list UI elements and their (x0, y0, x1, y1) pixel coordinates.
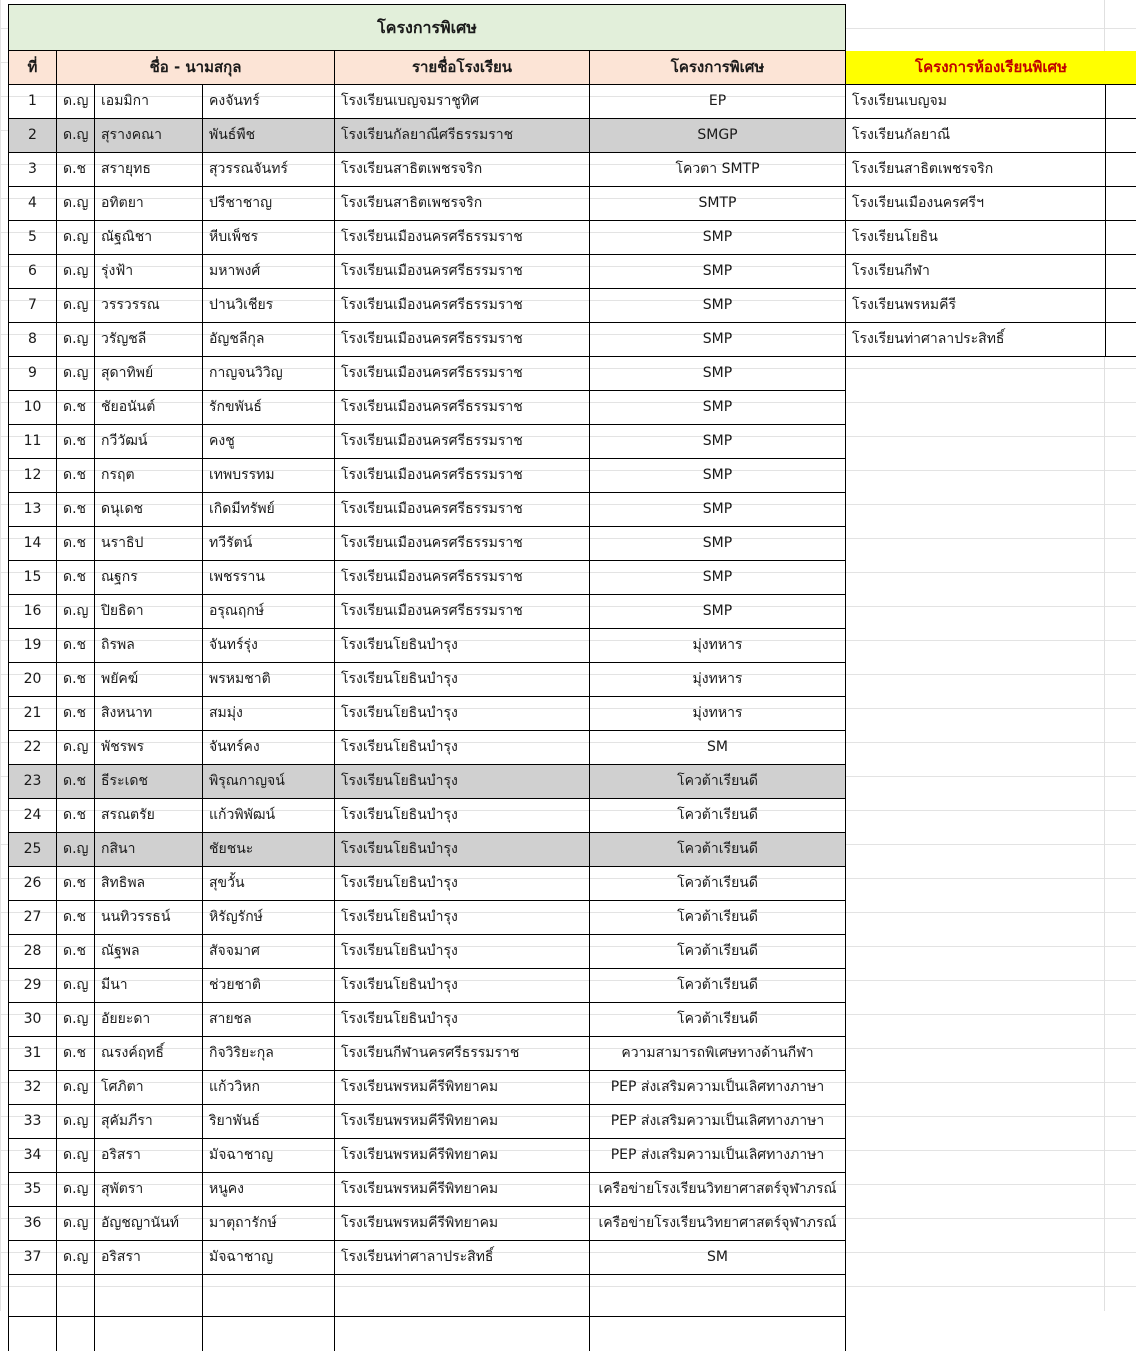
cell-school[interactable]: โรงเรียนเมืองนครศรีธรรมราช (335, 561, 590, 595)
cell-prefix[interactable]: ด.ญ (57, 323, 95, 357)
cell-prefix[interactable]: ด.ช (57, 391, 95, 425)
cell-prefix[interactable]: ด.ช (57, 493, 95, 527)
cell-last[interactable]: ทวีรัตน์ (203, 527, 335, 561)
cell-first[interactable]: กรฤต (95, 459, 203, 493)
cell-no[interactable]: 4 (8, 187, 57, 221)
cell-school[interactable]: โรงเรียนโยธินบำรุง (335, 901, 590, 935)
cell-first[interactable]: ณฐกร (95, 561, 203, 595)
cell-project[interactable]: SMP (590, 527, 846, 561)
special-class-school[interactable]: โรงเรียนโยธิน (846, 221, 1106, 255)
header-name[interactable]: ชื่อ - นามสกุล (57, 51, 335, 85)
cell-no[interactable]: 8 (8, 323, 57, 357)
cell-last[interactable]: รักขพันธ์ (203, 391, 335, 425)
cell-first[interactable]: วรรวรรณ (95, 289, 203, 323)
cell-prefix[interactable]: ด.ช (57, 697, 95, 731)
cell-school[interactable]: โรงเรียนเมืองนครศรีธรรมราช (335, 425, 590, 459)
cell-no[interactable]: 27 (8, 901, 57, 935)
cell-last[interactable]: พิรุณกาญจน์ (203, 765, 335, 799)
special-class-extra[interactable] (1106, 153, 1136, 187)
cell-school[interactable]: โรงเรียนกีฬานครศรีธรรมราช (335, 1037, 590, 1071)
cell-first[interactable]: ปิยธิดา (95, 595, 203, 629)
cell-last[interactable]: ริยาพันธ์ (203, 1105, 335, 1139)
cell-last[interactable]: คงชู (203, 425, 335, 459)
cell-no[interactable]: 30 (8, 1003, 57, 1037)
cell-first[interactable]: นนทิวรรธน์ (95, 901, 203, 935)
cell-last[interactable]: มัจฉาชาญ (203, 1139, 335, 1173)
cell-school[interactable]: โรงเรียนพรหมคีรีพิทยาคม (335, 1207, 590, 1241)
cell-school[interactable]: โรงเรียนโยธินบำรุง (335, 629, 590, 663)
cell-first[interactable]: อัญชญานันท์ (95, 1207, 203, 1241)
cell-prefix[interactable]: ด.ญ (57, 289, 95, 323)
cell-project[interactable]: PEP ส่งเสริมความเป็นเลิศทางภาษา (590, 1071, 846, 1105)
cell-prefix[interactable]: ด.ช (57, 663, 95, 697)
cell-project[interactable]: SMP (590, 323, 846, 357)
cell-project[interactable]: โควตา SMTP (590, 153, 846, 187)
cell-last[interactable]: กิจวิริยะกุล (203, 1037, 335, 1071)
cell-school[interactable]: โรงเรียนเมืองนครศรีธรรมราช (335, 255, 590, 289)
cell-first[interactable]: สุดาทิพย์ (95, 357, 203, 391)
cell-school[interactable]: โรงเรียนพรหมคีรีพิทยาคม (335, 1173, 590, 1207)
cell-no[interactable]: 25 (8, 833, 57, 867)
cell-prefix[interactable]: ด.ช (57, 459, 95, 493)
cell-first[interactable]: โศภิตา (95, 1071, 203, 1105)
cell-first[interactable]: ถิรพล (95, 629, 203, 663)
cell-last[interactable]: เทพบรรทม (203, 459, 335, 493)
cell-prefix[interactable]: ด.ช (57, 561, 95, 595)
cell-first[interactable]: นราธิป (95, 527, 203, 561)
cell-project[interactable]: SM (590, 1241, 846, 1275)
cell-school[interactable]: โรงเรียนกัลยาณีศรีธรรมราช (335, 119, 590, 153)
cell-first[interactable]: วรัญชลี (95, 323, 203, 357)
cell-school[interactable]: โรงเรียนสาธิตเพชรจริก (335, 187, 590, 221)
cell-project[interactable]: SMP (590, 391, 846, 425)
cell-prefix[interactable]: ด.ช (57, 629, 95, 663)
cell-school[interactable]: โรงเรียนโยธินบำรุง (335, 1003, 590, 1037)
cell-prefix[interactable]: ด.ญ (57, 1105, 95, 1139)
cell-prefix[interactable]: ด.ญ (57, 595, 95, 629)
special-class-school[interactable]: โรงเรียนกีฬา (846, 255, 1106, 289)
cell-first[interactable]: ณัฐพล (95, 935, 203, 969)
cell-project[interactable]: โควต้าเรียนดี (590, 867, 846, 901)
special-class-school[interactable]: โรงเรียนพรหมคีรี (846, 289, 1106, 323)
cell-prefix[interactable]: ด.ญ (57, 731, 95, 765)
cell-first[interactable]: สรายุทธ (95, 153, 203, 187)
cell-empty[interactable] (203, 1317, 335, 1351)
header-no[interactable]: ที่ (8, 51, 57, 85)
cell-last[interactable]: สายชล (203, 1003, 335, 1037)
cell-prefix[interactable]: ด.ญ (57, 969, 95, 1003)
cell-school[interactable]: โรงเรียนเบญจมราชูทิศ (335, 85, 590, 119)
cell-first[interactable]: อัยยะดา (95, 1003, 203, 1037)
special-class-extra[interactable] (1106, 119, 1136, 153)
cell-first[interactable]: สิงหนาท (95, 697, 203, 731)
special-class-extra[interactable] (1106, 221, 1136, 255)
cell-first[interactable]: สุคัมภีรา (95, 1105, 203, 1139)
cell-project[interactable]: SMP (590, 289, 846, 323)
special-class-extra[interactable] (1106, 187, 1136, 221)
cell-no[interactable]: 21 (8, 697, 57, 731)
cell-last[interactable]: พรหมชาติ (203, 663, 335, 697)
cell-prefix[interactable]: ด.ช (57, 527, 95, 561)
cell-first[interactable]: อริสรา (95, 1139, 203, 1173)
cell-prefix[interactable]: ด.ญ (57, 1241, 95, 1275)
cell-first[interactable]: อริสรา (95, 1241, 203, 1275)
cell-last[interactable]: ปานวิเชียร (203, 289, 335, 323)
cell-first[interactable]: ณัฐณิชา (95, 221, 203, 255)
cell-project[interactable]: มุ่งทหาร (590, 663, 846, 697)
cell-last[interactable]: แก้วพิพัฒน์ (203, 799, 335, 833)
cell-first[interactable]: ดนุเดช (95, 493, 203, 527)
cell-project[interactable]: SMTP (590, 187, 846, 221)
cell-first[interactable]: มีนา (95, 969, 203, 1003)
cell-school[interactable]: โรงเรียนโยธินบำรุง (335, 765, 590, 799)
cell-prefix[interactable]: ด.ญ (57, 221, 95, 255)
cell-school[interactable]: โรงเรียนโยธินบำรุง (335, 731, 590, 765)
cell-project[interactable]: มุ่งทหาร (590, 629, 846, 663)
cell-project[interactable]: PEP ส่งเสริมความเป็นเลิศทางภาษา (590, 1105, 846, 1139)
cell-first[interactable]: รุ่งฟ้า (95, 255, 203, 289)
cell-project[interactable]: เครือข่ายโรงเรียนวิทยาศาสตร์จุฬาภรณ์ (590, 1207, 846, 1241)
cell-project[interactable]: โควต้าเรียนดี (590, 1003, 846, 1037)
cell-last[interactable]: มาตุถารักษ์ (203, 1207, 335, 1241)
cell-school[interactable]: โรงเรียนพรหมคีรีพิทยาคม (335, 1071, 590, 1105)
cell-last[interactable]: ช่วยชาติ (203, 969, 335, 1003)
cell-first[interactable]: ธีระเดช (95, 765, 203, 799)
special-class-school[interactable]: โรงเรียนสาธิตเพชรจริก (846, 153, 1106, 187)
cell-no[interactable]: 34 (8, 1139, 57, 1173)
cell-project[interactable]: SMP (590, 595, 846, 629)
special-class-school[interactable]: โรงเรียนท่าศาลาประสิทธิ์ (846, 323, 1106, 357)
cell-last[interactable]: สุขวั้น (203, 867, 335, 901)
cell-school[interactable]: โรงเรียนโยธินบำรุง (335, 799, 590, 833)
cell-project[interactable]: EP (590, 85, 846, 119)
cell-last[interactable]: คงจันทร์ (203, 85, 335, 119)
cell-school[interactable]: โรงเรียนโยธินบำรุง (335, 969, 590, 1003)
cell-last[interactable]: หนูคง (203, 1173, 335, 1207)
cell-school[interactable]: โรงเรียนเมืองนครศรีธรรมราช (335, 527, 590, 561)
cell-prefix[interactable]: ด.ช (57, 867, 95, 901)
cell-prefix[interactable]: ด.ญ (57, 1139, 95, 1173)
cell-prefix[interactable]: ด.ช (57, 1037, 95, 1071)
cell-empty[interactable] (335, 1317, 590, 1351)
cell-prefix[interactable]: ด.ช (57, 935, 95, 969)
cell-first[interactable]: ชัยอนันต์ (95, 391, 203, 425)
cell-no[interactable]: 2 (8, 119, 57, 153)
cell-no[interactable]: 19 (8, 629, 57, 663)
cell-last[interactable]: เกิดมีทรัพย์ (203, 493, 335, 527)
cell-first[interactable]: พยัคฆ์ (95, 663, 203, 697)
cell-no[interactable]: 26 (8, 867, 57, 901)
cell-school[interactable]: โรงเรียนโยธินบำรุง (335, 697, 590, 731)
cell-project[interactable]: เครือข่ายโรงเรียนวิทยาศาสตร์จุฬาภรณ์ (590, 1173, 846, 1207)
cell-prefix[interactable]: ด.ญ (57, 187, 95, 221)
cell-school[interactable]: โรงเรียนพรหมคีรีพิทยาคม (335, 1105, 590, 1139)
cell-last[interactable]: พันธ์พืช (203, 119, 335, 153)
cell-school[interactable]: โรงเรียนเมืองนครศรีธรรมราช (335, 221, 590, 255)
cell-prefix[interactable]: ด.ญ (57, 255, 95, 289)
cell-project[interactable]: โควต้าเรียนดี (590, 935, 846, 969)
cell-school[interactable]: โรงเรียนเมืองนครศรีธรรมราช (335, 289, 590, 323)
cell-project[interactable]: ความสามารถพิเศษทางด้านกีฬา (590, 1037, 846, 1071)
cell-school[interactable]: โรงเรียนเมืองนครศรีธรรมราช (335, 323, 590, 357)
cell-no[interactable]: 35 (8, 1173, 57, 1207)
cell-first[interactable]: เอมมิกา (95, 85, 203, 119)
cell-school[interactable]: โรงเรียนเมืองนครศรีธรรมราช (335, 357, 590, 391)
cell-no[interactable]: 22 (8, 731, 57, 765)
cell-prefix[interactable]: ด.ญ (57, 1003, 95, 1037)
cell-prefix[interactable]: ด.ญ (57, 119, 95, 153)
cell-project[interactable]: โควต้าเรียนดี (590, 901, 846, 935)
cell-project[interactable]: โควต้าเรียนดี (590, 833, 846, 867)
cell-prefix[interactable]: ด.ญ (57, 833, 95, 867)
cell-no[interactable]: 6 (8, 255, 57, 289)
cell-school[interactable]: โรงเรียนโยธินบำรุง (335, 867, 590, 901)
cell-project[interactable]: SMP (590, 357, 846, 391)
cell-first[interactable]: อทิตยา (95, 187, 203, 221)
special-class-extra[interactable] (1106, 323, 1136, 357)
special-class-school[interactable]: โรงเรียนเบญจม (846, 85, 1106, 119)
cell-first[interactable]: กสินา (95, 833, 203, 867)
cell-no[interactable]: 23 (8, 765, 57, 799)
special-class-extra[interactable] (1106, 255, 1136, 289)
cell-first[interactable]: พัชรพร (95, 731, 203, 765)
cell-no[interactable]: 33 (8, 1105, 57, 1139)
cell-prefix[interactable]: ด.ญ (57, 357, 95, 391)
cell-project[interactable]: โควต้าเรียนดี (590, 799, 846, 833)
cell-empty[interactable] (590, 1317, 846, 1351)
cell-prefix[interactable]: ด.ช (57, 901, 95, 935)
cell-project[interactable]: SMP (590, 561, 846, 595)
special-class-school[interactable]: โรงเรียนเมืองนครศรีฯ (846, 187, 1106, 221)
special-class-extra[interactable] (1106, 85, 1136, 119)
cell-first[interactable]: สุพัตรา (95, 1173, 203, 1207)
cell-no[interactable]: 31 (8, 1037, 57, 1071)
cell-prefix[interactable]: ด.ญ (57, 85, 95, 119)
cell-last[interactable]: ชัยชนะ (203, 833, 335, 867)
cell-empty[interactable] (57, 1317, 95, 1351)
cell-school[interactable]: โรงเรียนโยธินบำรุง (335, 935, 590, 969)
cell-last[interactable]: อัญชลีกุล (203, 323, 335, 357)
cell-project[interactable]: PEP ส่งเสริมความเป็นเลิศทางภาษา (590, 1139, 846, 1173)
cell-empty[interactable] (8, 1317, 57, 1351)
cell-last[interactable]: จันทร์คง (203, 731, 335, 765)
cell-project[interactable]: SMP (590, 493, 846, 527)
cell-last[interactable]: มหาพงศ์ (203, 255, 335, 289)
cell-empty[interactable] (95, 1317, 203, 1351)
cell-no[interactable]: 36 (8, 1207, 57, 1241)
cell-no[interactable]: 37 (8, 1241, 57, 1275)
cell-project[interactable]: SMP (590, 221, 846, 255)
cell-prefix[interactable]: ด.ช (57, 765, 95, 799)
cell-no[interactable]: 16 (8, 595, 57, 629)
cell-first[interactable]: สุรางคณา (95, 119, 203, 153)
sheet-title: โครงการพิเศษ (8, 4, 846, 51)
cell-prefix[interactable]: ด.ญ (57, 1173, 95, 1207)
cell-prefix[interactable]: ด.ญ (57, 1071, 95, 1105)
cell-last[interactable]: หิรัญรักษ์ (203, 901, 335, 935)
cell-project[interactable]: โควต้าเรียนดี (590, 765, 846, 799)
cell-no[interactable]: 12 (8, 459, 57, 493)
cell-no[interactable]: 3 (8, 153, 57, 187)
cell-first[interactable]: กวีวัฒน์ (95, 425, 203, 459)
cell-project[interactable]: มุ่งทหาร (590, 697, 846, 731)
cell-prefix[interactable]: ด.ช (57, 153, 95, 187)
cell-last[interactable]: ปรีชาชาญ (203, 187, 335, 221)
cell-school[interactable]: โรงเรียนเมืองนครศรีธรรมราช (335, 459, 590, 493)
cell-school[interactable]: โรงเรียนท่าศาลาประสิทธิ์ (335, 1241, 590, 1275)
cell-last[interactable]: มัจฉาชาญ (203, 1241, 335, 1275)
cell-no[interactable]: 14 (8, 527, 57, 561)
cell-last[interactable]: แก้ววิหก (203, 1071, 335, 1105)
header-project[interactable]: โครงการพิเศษ (590, 51, 846, 85)
cell-project[interactable]: SM (590, 731, 846, 765)
cell-prefix[interactable]: ด.ช (57, 425, 95, 459)
cell-last[interactable]: จันทร์รุ่ง (203, 629, 335, 663)
cell-no[interactable]: 11 (8, 425, 57, 459)
cell-first[interactable]: สิทธิพล (95, 867, 203, 901)
cell-last[interactable]: หีบเพ็ชร (203, 221, 335, 255)
cell-no[interactable]: 9 (8, 357, 57, 391)
header-special-class[interactable]: โครงการห้องเรียนพิเศษ (846, 51, 1136, 85)
cell-no[interactable]: 24 (8, 799, 57, 833)
cell-no[interactable]: 15 (8, 561, 57, 595)
cell-no[interactable]: 1 (8, 85, 57, 119)
cell-no[interactable]: 13 (8, 493, 57, 527)
cell-school[interactable]: โรงเรียนเมืองนครศรีธรรมราช (335, 493, 590, 527)
cell-project[interactable]: โควต้าเรียนดี (590, 969, 846, 1003)
cell-last[interactable]: เพชรราน (203, 561, 335, 595)
cell-no[interactable]: 5 (8, 221, 57, 255)
header-school[interactable]: รายชื่อโรงเรียน (335, 51, 590, 85)
cell-project[interactable]: SMP (590, 459, 846, 493)
cell-school[interactable]: โรงเรียนเมืองนครศรีธรรมราช (335, 595, 590, 629)
cell-no[interactable]: 7 (8, 289, 57, 323)
cell-school[interactable]: โรงเรียนโยธินบำรุง (335, 833, 590, 867)
cell-project[interactable]: SMP (590, 255, 846, 289)
cell-school[interactable]: โรงเรียนพรหมคีรีพิทยาคม (335, 1139, 590, 1173)
cell-project[interactable]: SMP (590, 425, 846, 459)
cell-last[interactable]: สุวรรณจันทร์ (203, 153, 335, 187)
cell-last[interactable]: สัจจมาศ (203, 935, 335, 969)
cell-first[interactable]: ณรงค์ฤทธิ์ (95, 1037, 203, 1071)
special-class-extra[interactable] (1106, 289, 1136, 323)
cell-school[interactable]: โรงเรียนเมืองนครศรีธรรมราช (335, 391, 590, 425)
cell-no[interactable]: 20 (8, 663, 57, 697)
cell-no[interactable]: 29 (8, 969, 57, 1003)
cell-no[interactable]: 28 (8, 935, 57, 969)
cell-prefix[interactable]: ด.ช (57, 799, 95, 833)
cell-last[interactable]: สมมุ่ง (203, 697, 335, 731)
cell-first[interactable]: สรณตรัย (95, 799, 203, 833)
cell-last[interactable]: กาญจนวิวิญ (203, 357, 335, 391)
cell-no[interactable]: 32 (8, 1071, 57, 1105)
cell-school[interactable]: โรงเรียนสาธิตเพชรจริก (335, 153, 590, 187)
special-class-school[interactable]: โรงเรียนกัลยาณี (846, 119, 1106, 153)
cell-school[interactable]: โรงเรียนโยธินบำรุง (335, 663, 590, 697)
cell-project[interactable]: SMGP (590, 119, 846, 153)
cell-prefix[interactable]: ด.ญ (57, 1207, 95, 1241)
cell-no[interactable]: 10 (8, 391, 57, 425)
cell-last[interactable]: อรุณฤกษ์ (203, 595, 335, 629)
